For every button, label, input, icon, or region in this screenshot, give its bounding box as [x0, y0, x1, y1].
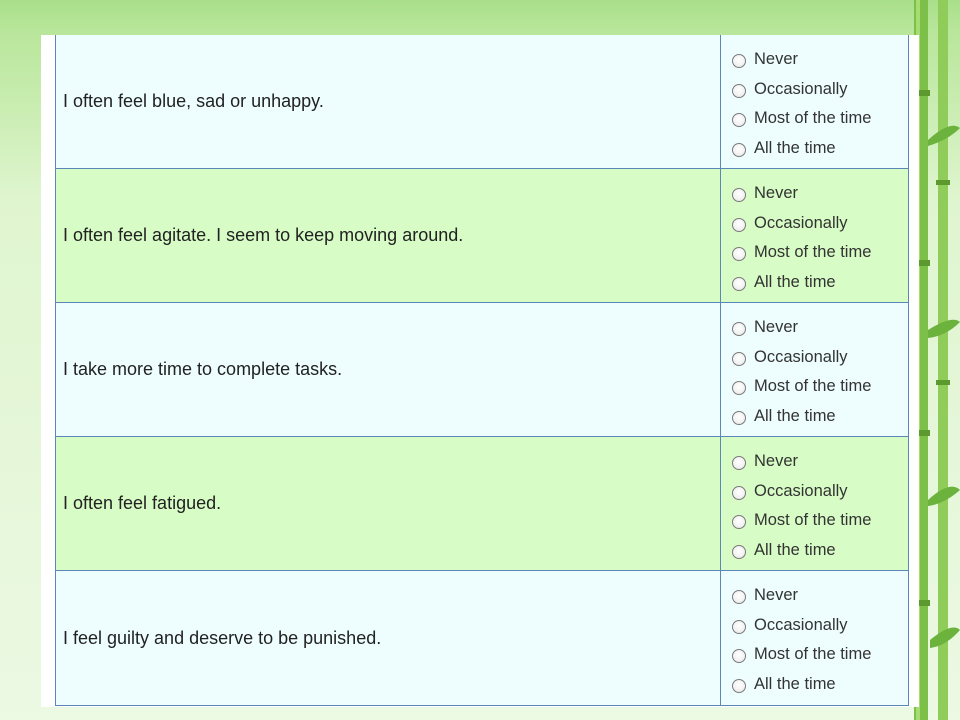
option-label: Most of the time: [754, 511, 872, 530]
option-label: Most of the time: [754, 109, 872, 128]
option-most-of-the-time[interactable]: [732, 640, 908, 670]
survey-table: [55, 35, 909, 706]
option-label: Most of the time: [754, 377, 872, 396]
option-all-the-time[interactable]: [732, 134, 908, 164]
option-all-the-time[interactable]: [732, 268, 908, 298]
radio-button-icon[interactable]: [732, 456, 746, 470]
option-most-of-the-time[interactable]: [732, 506, 908, 536]
radio-button-icon[interactable]: [732, 143, 746, 157]
option-label: All the time: [754, 272, 836, 291]
question-text: I often feel agitate. I seem to keep moving around.: [56, 169, 721, 302]
option-never[interactable]: [732, 581, 908, 611]
option-all-the-time[interactable]: [732, 536, 908, 566]
radio-button-icon[interactable]: [732, 84, 746, 98]
option-most-of-the-time[interactable]: [732, 372, 908, 402]
question-text: I often feel blue, sad or unhappy.: [56, 35, 721, 168]
option-label: Most of the time: [754, 645, 872, 664]
option-all-the-time[interactable]: [732, 402, 908, 432]
radio-button-icon[interactable]: [732, 545, 746, 559]
question-row-3: [56, 302, 908, 436]
question-text: I take more time to complete tasks.: [56, 303, 721, 436]
radio-button-icon[interactable]: [732, 381, 746, 395]
radio-button-icon[interactable]: [732, 113, 746, 127]
radio-button-icon[interactable]: [732, 277, 746, 291]
radio-button-icon[interactable]: [732, 247, 746, 261]
option-occasionally[interactable]: [732, 611, 908, 641]
answer-options: [721, 169, 908, 302]
radio-button-icon[interactable]: [732, 188, 746, 202]
radio-button-icon[interactable]: [732, 679, 746, 693]
option-label: Occasionally: [754, 347, 848, 366]
option-label: Occasionally: [754, 481, 848, 500]
question-row-5: [56, 570, 908, 705]
option-occasionally[interactable]: [732, 477, 908, 507]
option-never[interactable]: [732, 313, 908, 343]
option-label: Never: [754, 50, 799, 69]
option-never[interactable]: [732, 447, 908, 477]
survey-panel: [41, 35, 919, 707]
question-row-2: [56, 168, 908, 302]
radio-button-icon[interactable]: [732, 515, 746, 529]
question-row-1: [56, 35, 908, 168]
question-row-4: [56, 436, 908, 570]
question-text: I feel guilty and deserve to be punished.: [56, 571, 721, 705]
option-never[interactable]: [732, 179, 908, 209]
option-label: Never: [754, 586, 799, 605]
answer-options: [721, 303, 908, 436]
option-all-the-time[interactable]: [732, 670, 908, 700]
option-label: Never: [754, 318, 799, 337]
answer-options: [721, 35, 908, 168]
option-label: Never: [754, 452, 799, 471]
question-text: I often feel fatigued.: [56, 437, 721, 570]
option-most-of-the-time[interactable]: [732, 104, 908, 134]
option-occasionally[interactable]: [732, 343, 908, 373]
radio-button-icon[interactable]: [732, 218, 746, 232]
option-label: All the time: [754, 138, 836, 157]
radio-button-icon[interactable]: [732, 590, 746, 604]
answer-options: [721, 571, 908, 705]
option-label: Never: [754, 184, 799, 203]
option-label: Occasionally: [754, 79, 848, 98]
radio-button-icon[interactable]: [732, 352, 746, 366]
option-label: Occasionally: [754, 213, 848, 232]
option-label: Most of the time: [754, 243, 872, 262]
option-label: All the time: [754, 674, 836, 693]
answer-options: [721, 437, 908, 570]
option-occasionally[interactable]: [732, 209, 908, 239]
option-never[interactable]: [732, 45, 908, 75]
radio-button-icon[interactable]: [732, 620, 746, 634]
option-label: All the time: [754, 406, 836, 425]
radio-button-icon[interactable]: [732, 411, 746, 425]
radio-button-icon[interactable]: [732, 649, 746, 663]
radio-button-icon[interactable]: [732, 54, 746, 68]
option-occasionally[interactable]: [732, 75, 908, 105]
option-label: All the time: [754, 540, 836, 559]
radio-button-icon[interactable]: [732, 486, 746, 500]
radio-button-icon[interactable]: [732, 322, 746, 336]
option-label: Occasionally: [754, 615, 848, 634]
option-most-of-the-time[interactable]: [732, 238, 908, 268]
